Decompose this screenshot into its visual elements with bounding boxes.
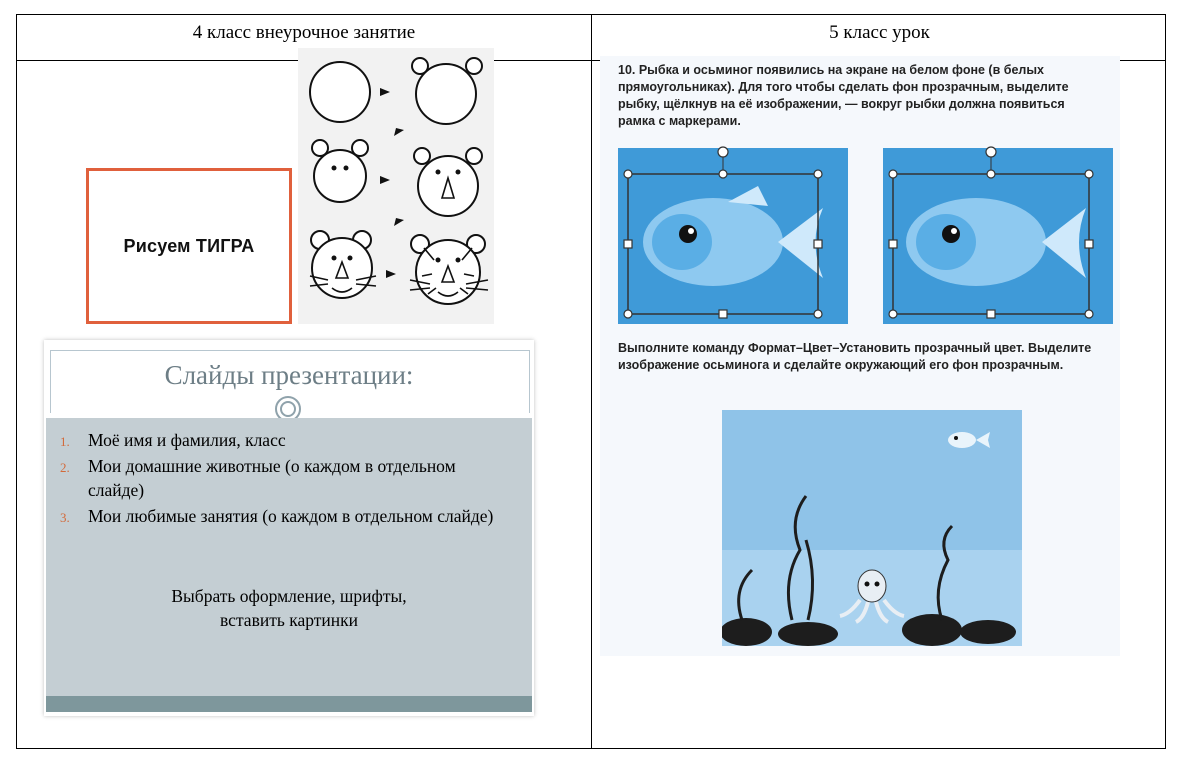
slide-list	[60, 428, 510, 530]
header-grade4: 4 класс внеурочное занятие	[192, 22, 416, 43]
list-item-number: 2.	[60, 460, 70, 475]
column-divider	[591, 15, 592, 748]
list-item-number: 1.	[60, 434, 70, 449]
slide-note	[46, 584, 532, 632]
slide-note-line2: вставить картинки	[220, 610, 358, 630]
tiger-title-card	[86, 168, 292, 324]
octopus-illustration	[722, 410, 1022, 646]
list-item	[60, 428, 510, 452]
tiger-drawing-steps	[298, 48, 494, 324]
tiger-card-label: Рисуем ТИГРА	[123, 235, 255, 256]
list-item	[60, 454, 510, 502]
list-item-text: Мои любимые занятия (о каждом в отдельном слайде)	[88, 506, 494, 526]
slide-note-line1: Выбрать оформление, шрифты,	[171, 586, 407, 606]
list-item-text: Мои домашние животные (о каждом в отдельном слайде)	[88, 456, 456, 500]
instruction-text: Выполните команду Формат–Цвет–Установить прозрачный цвет. Выделите изображение осьминога и сделайте окружающий его фон прозрачным.	[618, 341, 1092, 372]
list-item-text: Моё имя и фамилия, класс	[88, 430, 286, 450]
textbook-page	[600, 56, 1120, 656]
tiger-steps-illustration	[298, 48, 494, 324]
slide-footer-bar	[46, 696, 532, 712]
header-grade5: 5 класс урок	[829, 22, 930, 43]
task10-text: 10. Рыбка и осьминог появились на экране на белом фоне (в белых прямоугольниках). Для того чтобы сделать фон прозрачным, выделите рыбку, щёлкнув на её изображении, — вокруг рыбки должна появиться рамка с маркерами.	[618, 63, 1069, 128]
presentation-slide	[44, 340, 534, 716]
fish-selection-illustration	[618, 138, 1118, 338]
list-item	[60, 504, 510, 528]
slide-body	[46, 418, 532, 696]
list-item-number: 3.	[60, 510, 70, 525]
slide-title: Слайды презентации:	[164, 360, 414, 390]
